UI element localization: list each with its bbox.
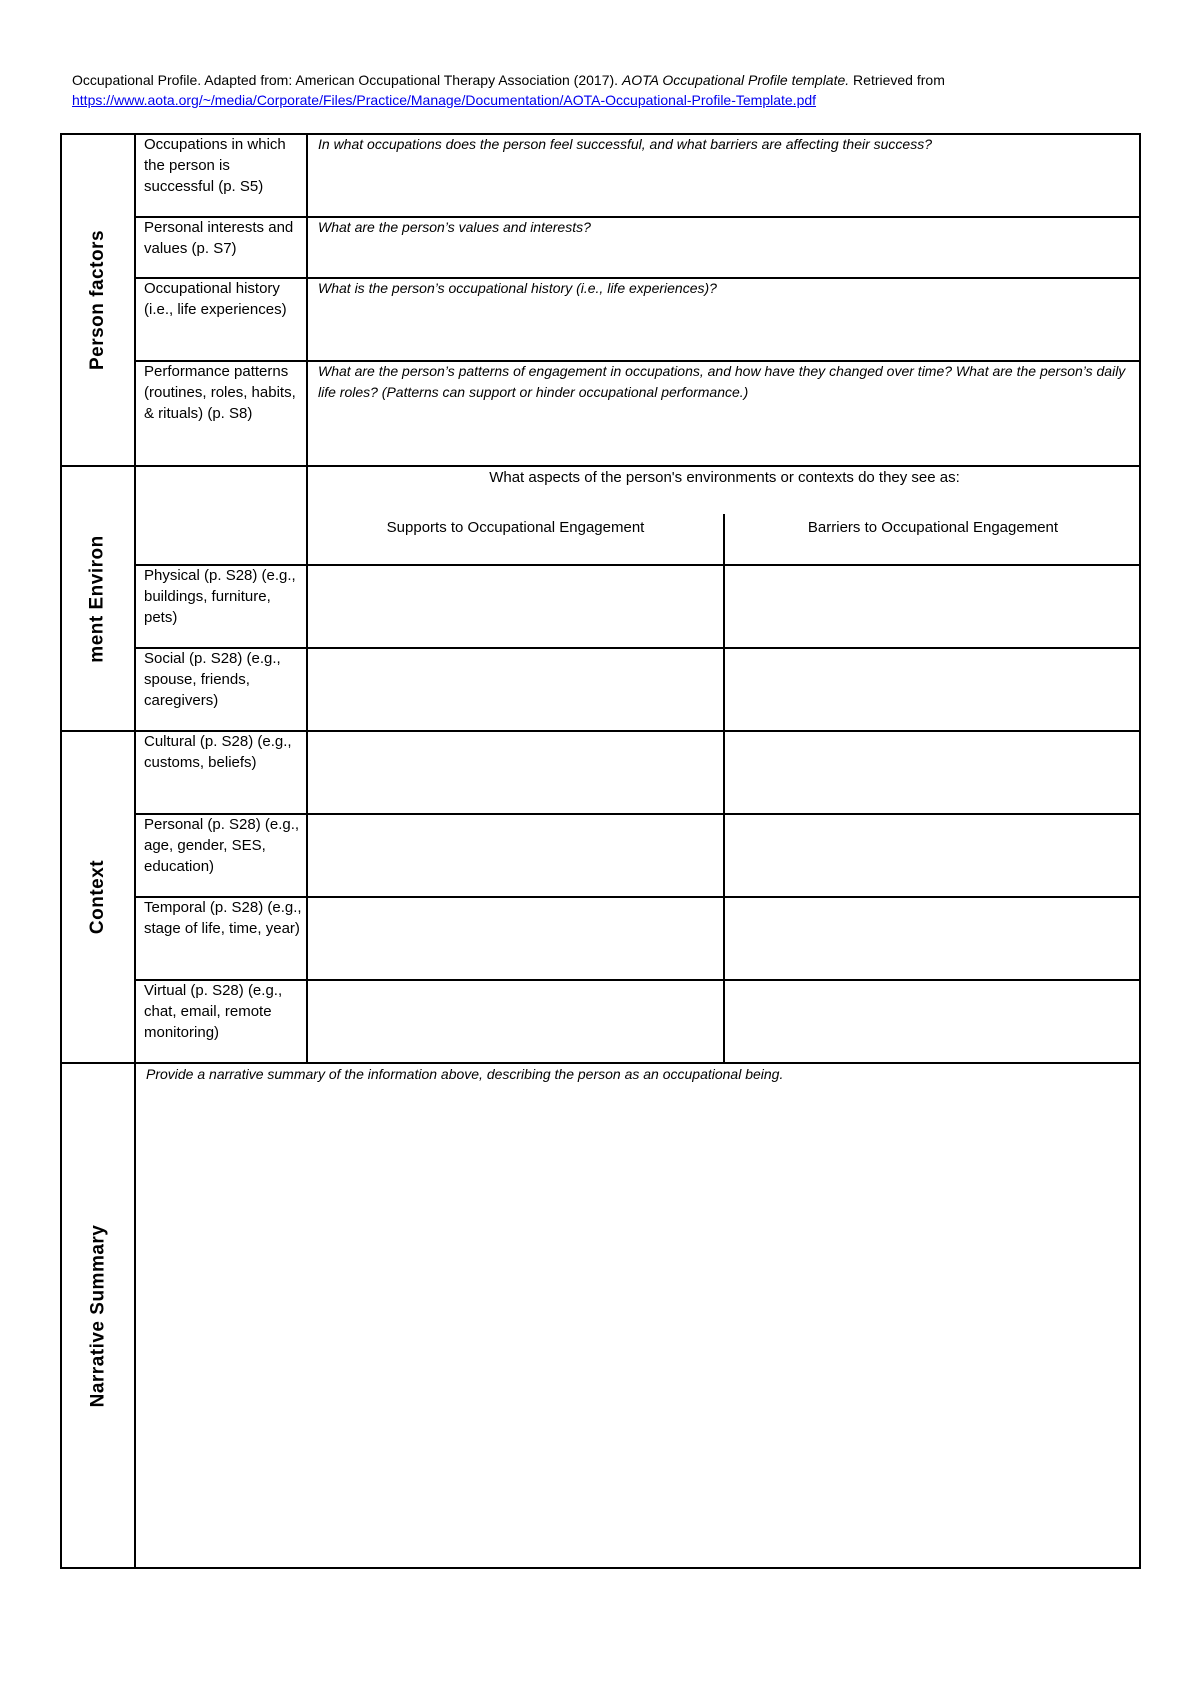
- row-label-occupational-history: Occupational history (i.e., life experiences): [144, 280, 287, 318]
- row-label-physical: Physical (p. S28) (e.g., buildings, furniture, pets): [144, 567, 296, 626]
- environment-question: What aspects of the person's environments or contexts do they see as:: [489, 469, 960, 486]
- row-label-temporal: Temporal (p. S28) (e.g., stage of life, time, year): [144, 899, 302, 937]
- question-occupations-successful: In what occupations does the person feel successful, and what barriers are affecting their success?: [318, 136, 933, 152]
- divider-section-column: [134, 133, 136, 1569]
- citation-header: [72, 70, 1152, 110]
- question-occupational-history: What is the person’s occupational history (i.e., life experiences)?: [318, 280, 717, 296]
- citation-suffix: Retrieved from: [849, 72, 945, 88]
- citation-title: AOTA Occupational Profile template.: [621, 72, 850, 88]
- section-label-narrative: Narrative Summary: [87, 1224, 109, 1407]
- narrative-prompt: Provide a narrative summary of the information above, describing the person as an occupational being.: [146, 1066, 784, 1082]
- row-label-performance-patterns: Performance patterns (routines, roles, habits, & rituals) (p. S8): [144, 363, 296, 422]
- citation-prefix: Occupational Profile. Adapted from: American Occupational Therapy Association (2017).: [72, 72, 622, 88]
- supports-column-header: Supports to Occupational Engagement: [386, 519, 645, 536]
- question-performance-patterns: What are the person’s patterns of engagement in occupations, and how have they changed over time? What are the person’s daily life roles? (Patterns can support or hinder occupational performance.): [318, 363, 1126, 400]
- row-label-interests-values: Personal interests and values (p. S7): [144, 219, 294, 257]
- section-label-environment: ment Environ: [87, 534, 108, 663]
- row-label-cultural: Cultural (p. S28) (e.g., customs, beliefs): [144, 733, 292, 771]
- section-label-person-factors: Person factors: [87, 229, 109, 371]
- section-label-context: Context: [87, 859, 109, 935]
- row-label-personal: Personal (p. S28) (e.g., age, gender, SES, education): [144, 816, 300, 875]
- barriers-column-header: Barriers to Occupational Engagement: [807, 519, 1059, 536]
- question-interests-values: What are the person’s values and interests?: [318, 219, 591, 235]
- divider-label-column: [306, 133, 308, 1063]
- row-label-occupations-successful: Occupations in which the person is successful (p. S5): [144, 136, 286, 195]
- citation-link[interactable]: https://www.aota.org/~/media/Corporate/Files/Practice/Manage/Documentation/AOTA-Occupational-Profile-Template.pdf: [72, 92, 817, 108]
- row-label-virtual: Virtual (p. S28) (e.g., chat, email, remote monitoring): [144, 982, 283, 1041]
- row-label-social: Social (p. S28) (e.g., spouse, friends, caregivers): [144, 650, 281, 709]
